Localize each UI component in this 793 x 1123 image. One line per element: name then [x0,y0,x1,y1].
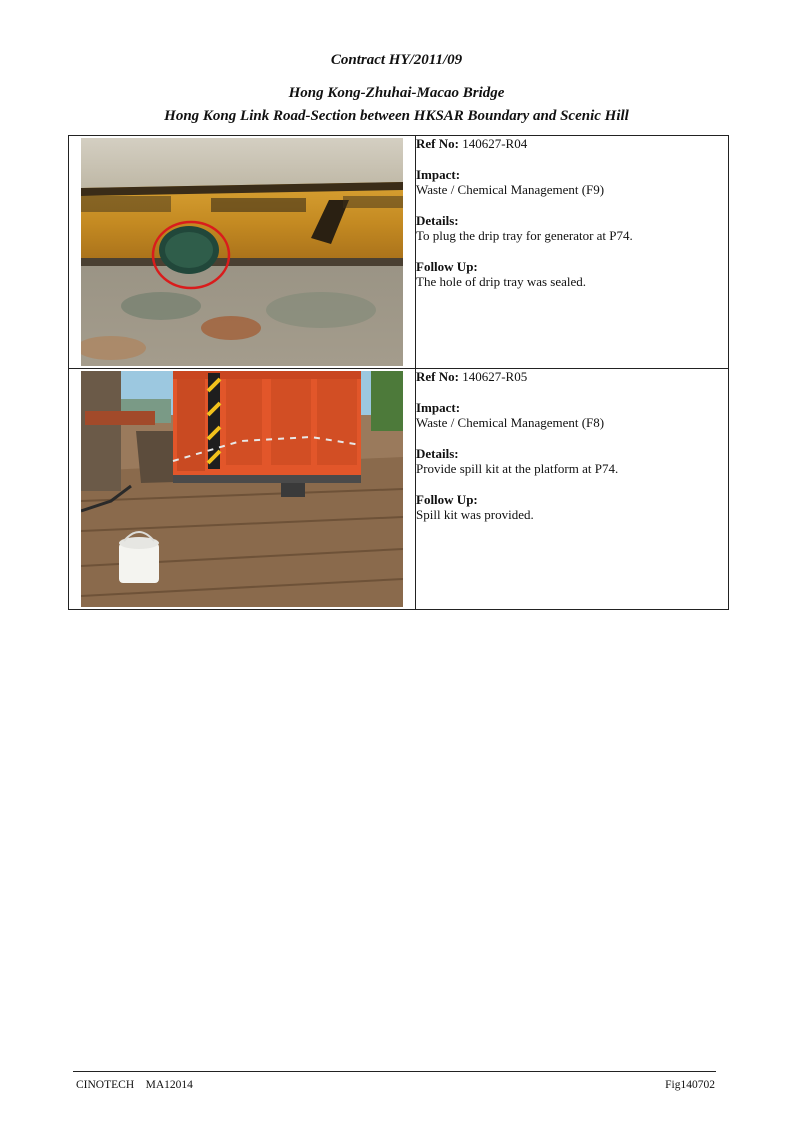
observation-details-cell [416,136,729,369]
followup-label: Follow Up: [416,259,478,274]
footer-divider [73,1071,716,1072]
details-value: To plug the drip tray for generator at P74. [416,228,633,243]
followup-value: Spill kit was provided. [416,507,534,522]
impact-label: Impact: [416,400,461,415]
observation-table [68,135,729,610]
followup-label: Follow Up: [416,492,478,507]
followup-value: The hole of drip tray was sealed. [416,274,587,289]
impact-value: Waste / Chemical Management (F9) [416,182,605,197]
details-label: Details: [416,446,459,461]
details-value: Provide spill kit at the platform at P74. [416,461,619,476]
spill-kit-photo [81,371,403,607]
impact-value: Waste / Chemical Management (F8) [416,415,605,430]
observation-details-cell [416,369,729,610]
ref-label: Ref No: [416,369,459,384]
footer-figure-number: Fig140702 [665,1079,715,1091]
ref-value: 140627-R05 [462,369,528,384]
contract-title: Contract HY/2011/09 [330,52,463,68]
project-title: Hong Kong-Zhuhai-Macao Bridge [288,85,505,101]
photo-cell [69,369,416,610]
impact-label: Impact: [416,167,461,182]
table-row [69,136,729,369]
details-label: Details: [416,213,459,228]
ref-value: 140627-R04 [462,136,528,151]
table-row [69,369,729,610]
drip-tray-photo [81,138,403,366]
ref-label: Ref No: [416,136,459,151]
footer-left-text: CINOTECH MA12014 [76,1079,193,1091]
photo-cell [69,136,416,369]
section-title: Hong Kong Link Road-Section between HKSAR Boundary and Scenic Hill [164,108,629,124]
